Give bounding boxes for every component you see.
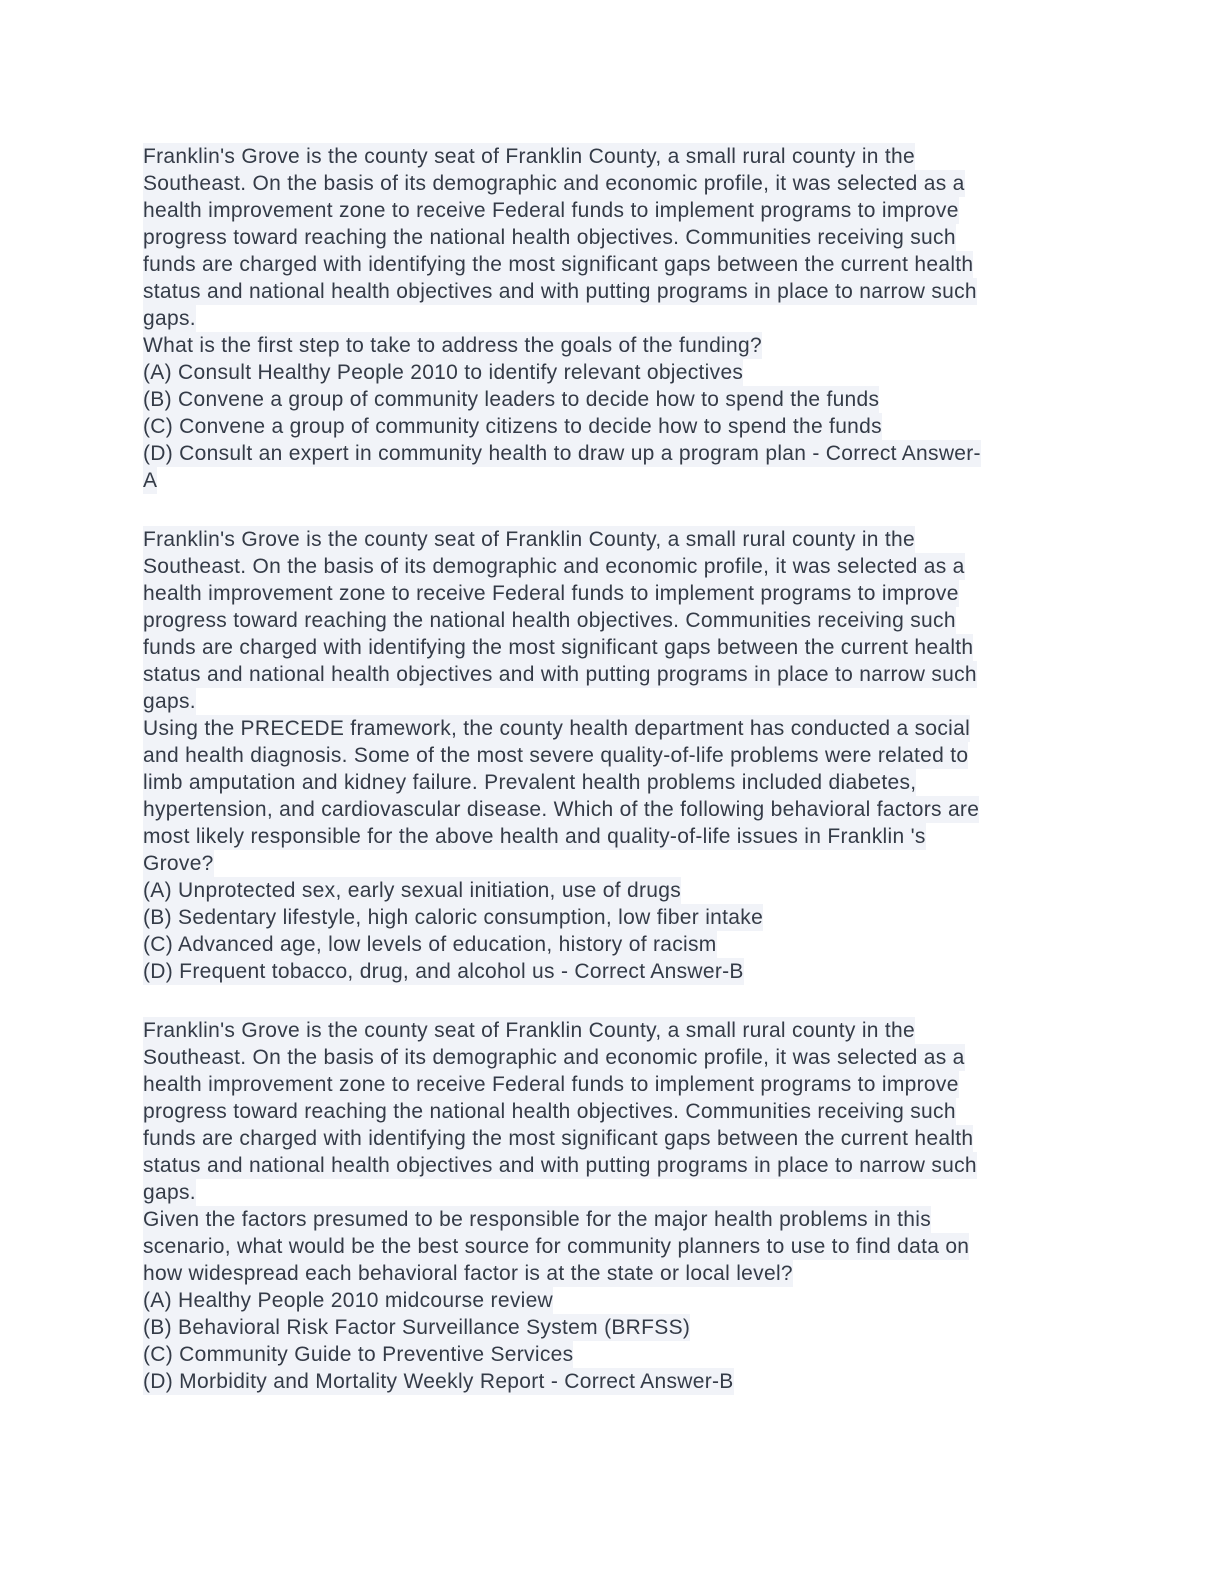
scenario-text: Franklin's Grove is the county seat of Franklin County, a small rural county in the Southeast. On the basis of its demographic and economic profile, it was selected as a health improvement zone to receive Federal funds to implement programs to improve progress toward reaching the national health objectives. Communities receiving such funds are charged with identifying the most significant gaps between the current health status and national health objectives and with putting programs in place to narrow such gaps. [143, 528, 977, 713]
option-c: (C) Community Guide to Preventive Services [143, 1343, 574, 1366]
option-c: (C) Advanced age, low levels of education, history of racism [143, 933, 717, 956]
scenario-text: Franklin's Grove is the county seat of Franklin County, a small rural county in the Southeast. On the basis of its demographic and economic profile, it was selected as a health improvement zone to receive Federal funds to implement programs to improve progress toward reaching the national health objectives. Communities receiving such funds are charged with identifying the most significant gaps between the current health status and national health objectives and with putting programs in place to narrow such gaps. [143, 145, 977, 330]
option-d: (D) Morbidity and Mortality Weekly Report - Correct Answer-B [143, 1370, 734, 1393]
question-text: What is the first step to take to address the goals of the funding? [143, 334, 762, 357]
scenario-text: Franklin's Grove is the county seat of Franklin County, a small rural county in the Southeast. On the basis of its demographic and economic profile, it was selected as a health improvement zone to receive Federal funds to implement programs to improve progress toward reaching the national health objectives. Communities receiving such funds are charged with identifying the most significant gaps between the current health status and national health objectives and with putting programs in place to narrow such gaps. [143, 1019, 977, 1204]
option-d: (D) Consult an expert in community health to draw up a program plan - Correct Answer-A [143, 442, 981, 492]
question-text: Given the factors presumed to be responsible for the major health problems in this scenario, what would be the best source for community planners to use to find data on how widespread each behavioral factor is at the state or local level? [143, 1208, 970, 1285]
option-b: (B) Sedentary lifestyle, high caloric consumption, low fiber intake [143, 906, 764, 929]
question-block-2 [143, 526, 989, 985]
option-c: (C) Convene a group of community citizens to decide how to spend the funds [143, 415, 882, 438]
option-b: (B) Behavioral Risk Factor Surveillance System (BRFSS) [143, 1316, 691, 1339]
option-a: (A) Healthy People 2010 midcourse review [143, 1289, 554, 1312]
document-text-area [143, 143, 989, 1427]
question-block-1 [143, 143, 989, 494]
option-d: (D) Frequent tobacco, drug, and alcohol us - Correct Answer-B [143, 960, 744, 983]
question-block-3 [143, 1017, 989, 1395]
option-a: (A) Consult Healthy People 2010 to identify relevant objectives [143, 361, 744, 384]
option-a: (A) Unprotected sex, early sexual initiation, use of drugs [143, 879, 681, 902]
option-b: (B) Convene a group of community leaders to decide how to spend the funds [143, 388, 880, 411]
question-text: Using the PRECEDE framework, the county health department has conducted a social and health diagnosis. Some of the most severe quality-of-life problems were related to limb amputation and kidney failure. Prevalent health problems included diabetes, hypertension, and cardiovascular disease. Which of the following behavioral factors are most likely responsible for the above health and quality-of-life issues in Franklin 's Grove? [143, 717, 980, 875]
